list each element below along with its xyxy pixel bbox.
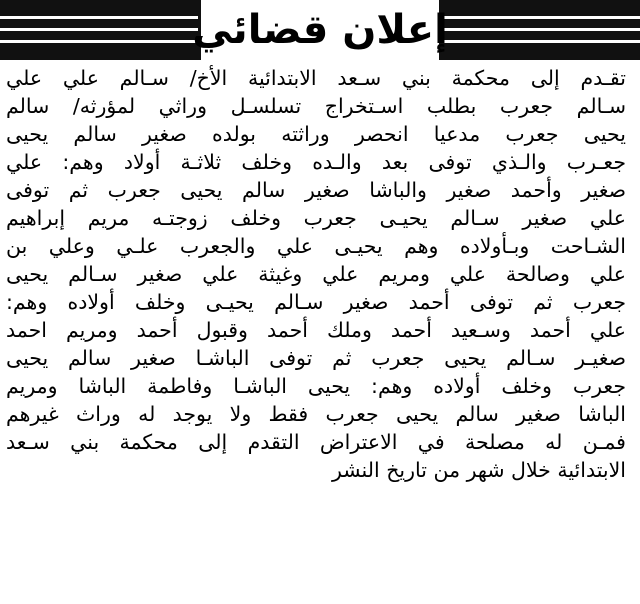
- body-line: يحيى جعرب مدعيا انحصر وراثته بولده صغير سالم يحيى: [6, 122, 626, 146]
- body-line: جعرب ثم توفى أحمد صغير سـالم يحيـى وخلف أولاده وهم:: [6, 290, 626, 314]
- body-line: صغير وأحمد صغير والباشا صغير سالم يحيى جعرب ثم توفى: [6, 178, 626, 202]
- notice-title: إعلان قضائي: [192, 7, 448, 53]
- body-line: جعـرب والـذي توفى بعد والـده وخلف ثلاثـة أولاد وهم: علي: [6, 150, 626, 174]
- body-line: تقـدم إلى محكمة بني سـعد الابتدائية الأخ/ سـالم علي علي: [6, 66, 626, 90]
- header-band: [0, 0, 640, 60]
- body-line: الباشا صغير سالم يحيى جعرب فقط ولا يوجد له وراث غيرهم: [6, 402, 626, 426]
- notice-body: [6, 64, 626, 484]
- body-line: علي وصالحة علي ومريم علي وغيثة علي صغير سـالم يحيى: [6, 262, 626, 286]
- body-line: سـالم جعرب بطلب اسـتخراج تسلسـل وراثي لمؤرثه/ سالم: [6, 94, 626, 118]
- body-line: جعرب وخلف أولاده وهم: يحيى الباشـا وفاطمة الباشا ومريم: [6, 374, 626, 398]
- body-line: فمـن له مصلحة في الاعتراض التقدم إلى محكمة بني سـعد: [6, 430, 626, 454]
- title-box: [192, 0, 448, 60]
- body-line: الشـاحت وبـأولاده وهم يحيـى علي والجعرب علـي وعلي بن: [6, 234, 626, 258]
- body-line: علي صغير سـالم يحيـى جعرب وخلف زوجتـه مريم إبراهيم: [6, 206, 626, 230]
- body-line: صغيـر سـالم يحيى جعرب ثم توفى الباشـا صغير سالم يحيى: [6, 346, 626, 370]
- body-line: علي أحمد وسـعيد أحمد وملك أحمد وقبول أحمد ومريم احمد: [6, 318, 626, 342]
- body-line: الابتدائية خلال شهر من تاريخ النشر: [331, 458, 626, 482]
